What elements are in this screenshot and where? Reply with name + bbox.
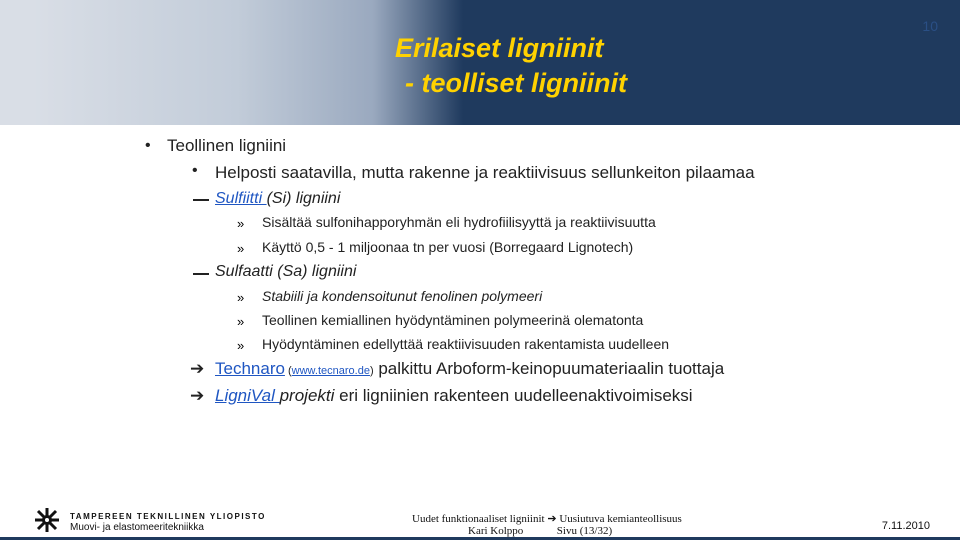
bullet-icon: • [145,137,151,154]
arrow-right-icon: ➔ [190,359,205,378]
raquo-icon: » [237,216,245,231]
sulfiitti-link[interactable]: Sulfiitti [215,190,267,207]
slide-number: 10 [922,18,938,34]
technaro-rest: palkittu Arboform-keinopuumateriaalin tuottaja [373,359,725,378]
sub-point-stabiili: Stabiili ja kondensoitunut fenolinen polymeeri [262,288,543,304]
technaro-paren-open: ( [284,365,292,377]
arrow-right-icon: ➔ [190,386,205,405]
footer-date: 7.11.2010 [881,520,930,532]
point-sulfaatti: Sulfaatti (Sa) ligniini [215,263,357,280]
technaro-paren-close: ) [369,365,374,377]
dash-icon [193,199,209,201]
point-helposti-saatavilla: Helposti saatavilla, mutta rakenne ja reaktiivisuus sellunkeiton pilaamaa [215,163,755,182]
raquo-icon: » [237,290,245,305]
footer-author-page [468,525,612,537]
slide-title: Erilaiset ligniinit [395,33,604,63]
header-gradient [33,0,373,125]
tecnaro-url-link[interactable]: www.tecnaro.de [291,365,370,377]
ligniVal-link[interactable]: LigniVal [215,386,280,405]
sub-point-kaytto: Käyttö 0,5 - 1 miljoonaa tn per vuosi (Borregaard Lignotech) [262,239,634,255]
slide-subtitle: - teolliset ligniinit [405,68,627,98]
sulfiitti-rest: (Si) ligniini [266,190,341,207]
ligniVal-projekti: projekti [279,386,335,405]
footer-course-a: Uudet funktionaaliset ligniinit [412,513,545,525]
bullet-teollinen-ligniini: Teollinen ligniini [167,136,287,155]
bullet-icon: • [192,162,198,179]
university-name: TAMPEREEN TEKNILLINEN YLIOPISTO [70,512,266,521]
footer-author: Kari Kolppo [468,525,524,537]
ligniVal-rest: eri ligniinien rakenteen uudelleenaktivoimiseksi [334,386,693,405]
footer-course-b: Uusiutuva kemianteollisuus [559,513,682,525]
footer-course [412,512,682,525]
raquo-icon: » [237,338,245,353]
point-technaro [215,359,724,379]
department-name: Muovi- ja elastomeeritekniikka [70,522,204,533]
tut-logo-icon [34,507,60,533]
raquo-icon: » [237,241,245,256]
sub-point-sulfonihappo: Sisältää sulfonihapporyhmän eli hydrofiilisyyttä ja reaktiivisuutta [262,214,656,230]
raquo-icon: » [237,314,245,329]
sub-point-teollinen-kemiallinen: Teollinen kemiallinen hyödyntäminen polymeerinä olematonta [262,312,644,328]
point-ligniVal [215,386,693,406]
footer-page: Sivu (13/32) [556,525,613,537]
arrow-right-icon: ➔ [547,513,557,525]
dash-icon [193,273,209,275]
sub-point-hyodyntaminen: Hyödyntäminen edellyttää reaktiivisuuden rakentamista uudelleen [262,336,670,352]
point-sulfiitti [215,190,340,208]
header-left-strip [0,0,33,125]
technaro-link[interactable]: Technaro [215,359,285,378]
